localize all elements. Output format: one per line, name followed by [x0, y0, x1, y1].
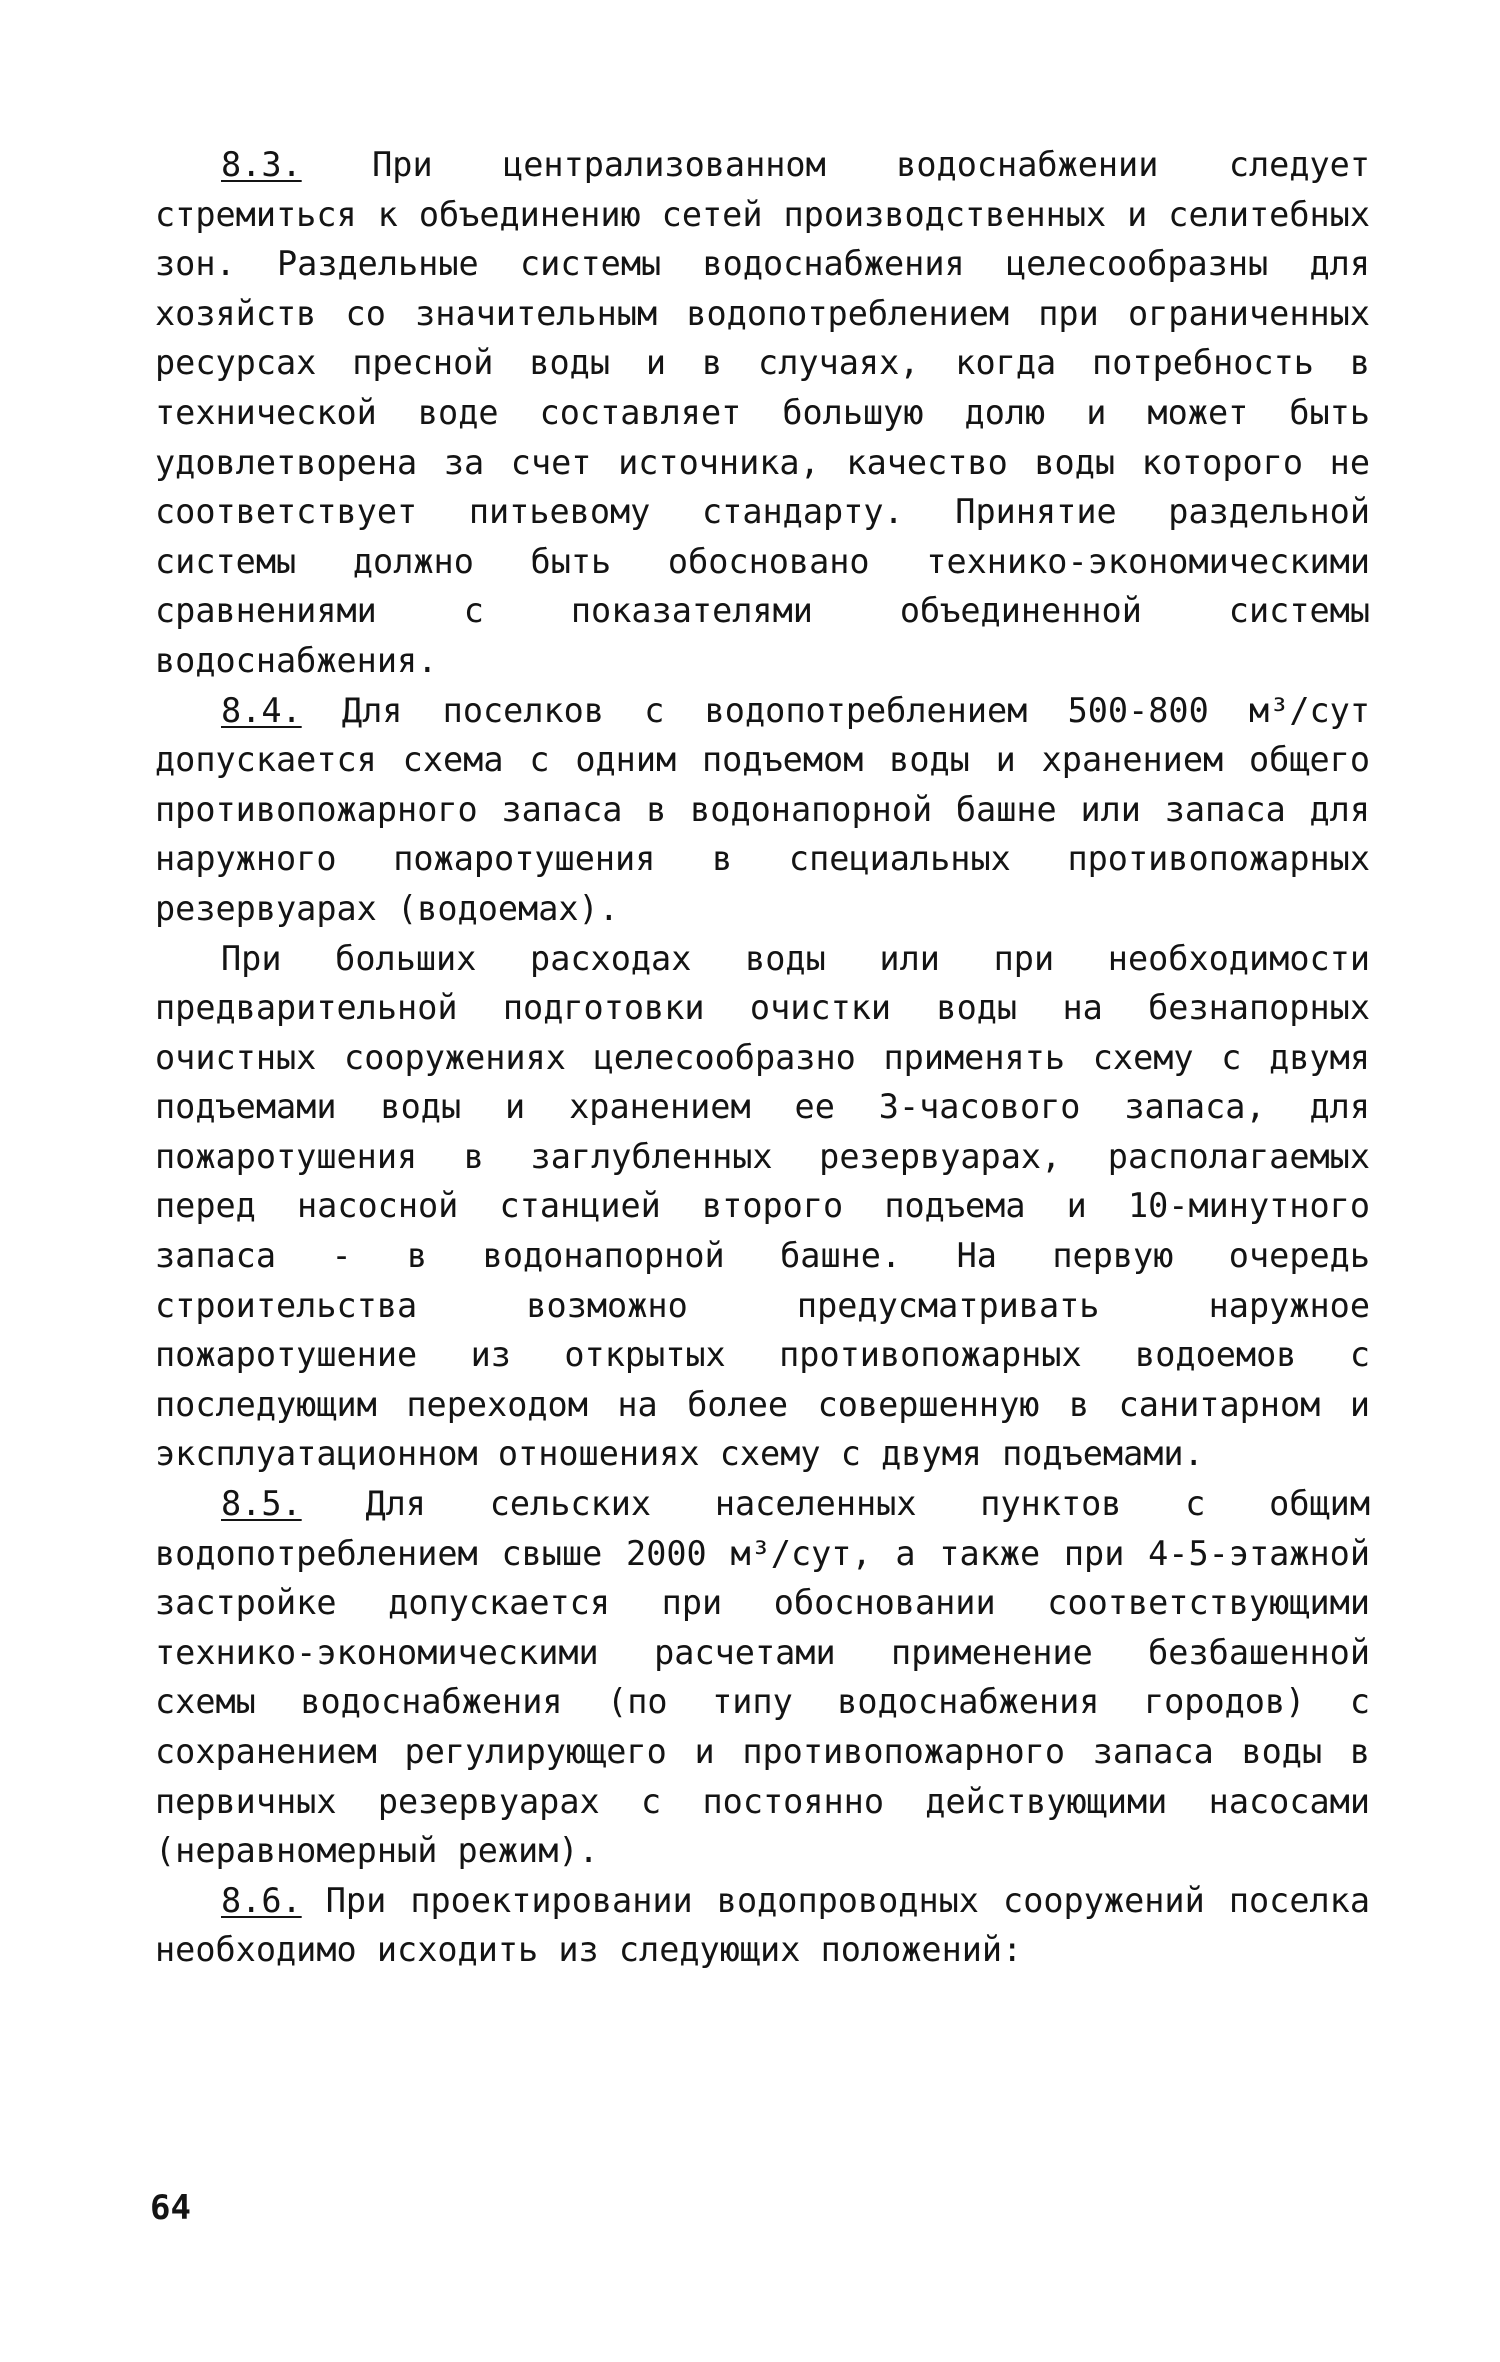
paragraph-8-5: [155, 1479, 1370, 1876]
paragraph-8-6: [155, 1876, 1370, 1975]
section-number: 8.3.: [221, 145, 302, 184]
paragraph-text: При больших расходах воды или при необходимости предварительной подготовки очистки воды на безнапорных очистных сооружениях целесообразно применять схему с двумя подъемами воды и хранением ее 3-часового запаса, для пожаротушения в заглубленных резервуарах, располагаемых перед насосной станцией второго подъема и 10-минутного запаса - в водонапорной башне. На первую очередь строительства возможно предусматривать наружное пожаротушение из открытых противопожарных водоемов с последующим переходом на более совершенную в санитарном и эксплуатационном отношениях схему с двумя подъемами.: [155, 938, 1370, 1474]
paragraph-text: Для сельских населенных пунктов с общим водопотреблением свыше 2000 м³/сут, а также при 4-5-этажной застройке допускается при обосновании соответствующими технико-экономическими расчетами применение безбашенной схемы водоснабжения (по типу водоснабжения городов) с сохранением регулирующего и противопожарного запаса воды в первичных резервуарах с постоянно действующими насосами (неравномерный режим).: [155, 1484, 1370, 1871]
paragraph-8-4-continued: [155, 934, 1370, 1480]
paragraph-text: Для поселков с водопотреблением 500-800 м³/сут допускается схема с одним подъемом воды и хранением общего противопожарного запаса в водонапорной башне или запаса для наружного пожаротушения в специальных противопожарных резервуарах (водоемах).: [155, 690, 1370, 928]
paragraph-8-4: [155, 686, 1370, 934]
section-number: 8.5.: [221, 1484, 302, 1524]
section-number: 8.6.: [221, 1880, 302, 1920]
page-number: 64: [150, 2188, 191, 2228]
body-text: [155, 140, 1370, 1975]
paragraph-8-3: [155, 140, 1370, 686]
paragraph-text: При проектировании водопроводных сооружений поселка необходимо исходить из следующих положений:: [155, 1880, 1370, 1970]
paragraph-text: При централизованном водоснабжении следует стремиться к объединению сетей производственных и селитебных зон. Раздельные системы водоснабжения целесообразны для хозяйств со значительным водопотреблением при ограниченных ресурсах пресной воды и в случаях, когда потребность в технической воде составляет большую долю и может быть удовлетворена за счет источника, качество воды которого не соответствует питьевому стандарту. Принятие раздельной системы должно быть обосновано технико-экономическими сравнениями с показателями объединенной системы водоснабжения.: [155, 145, 1370, 680]
section-number: 8.4.: [221, 690, 302, 730]
